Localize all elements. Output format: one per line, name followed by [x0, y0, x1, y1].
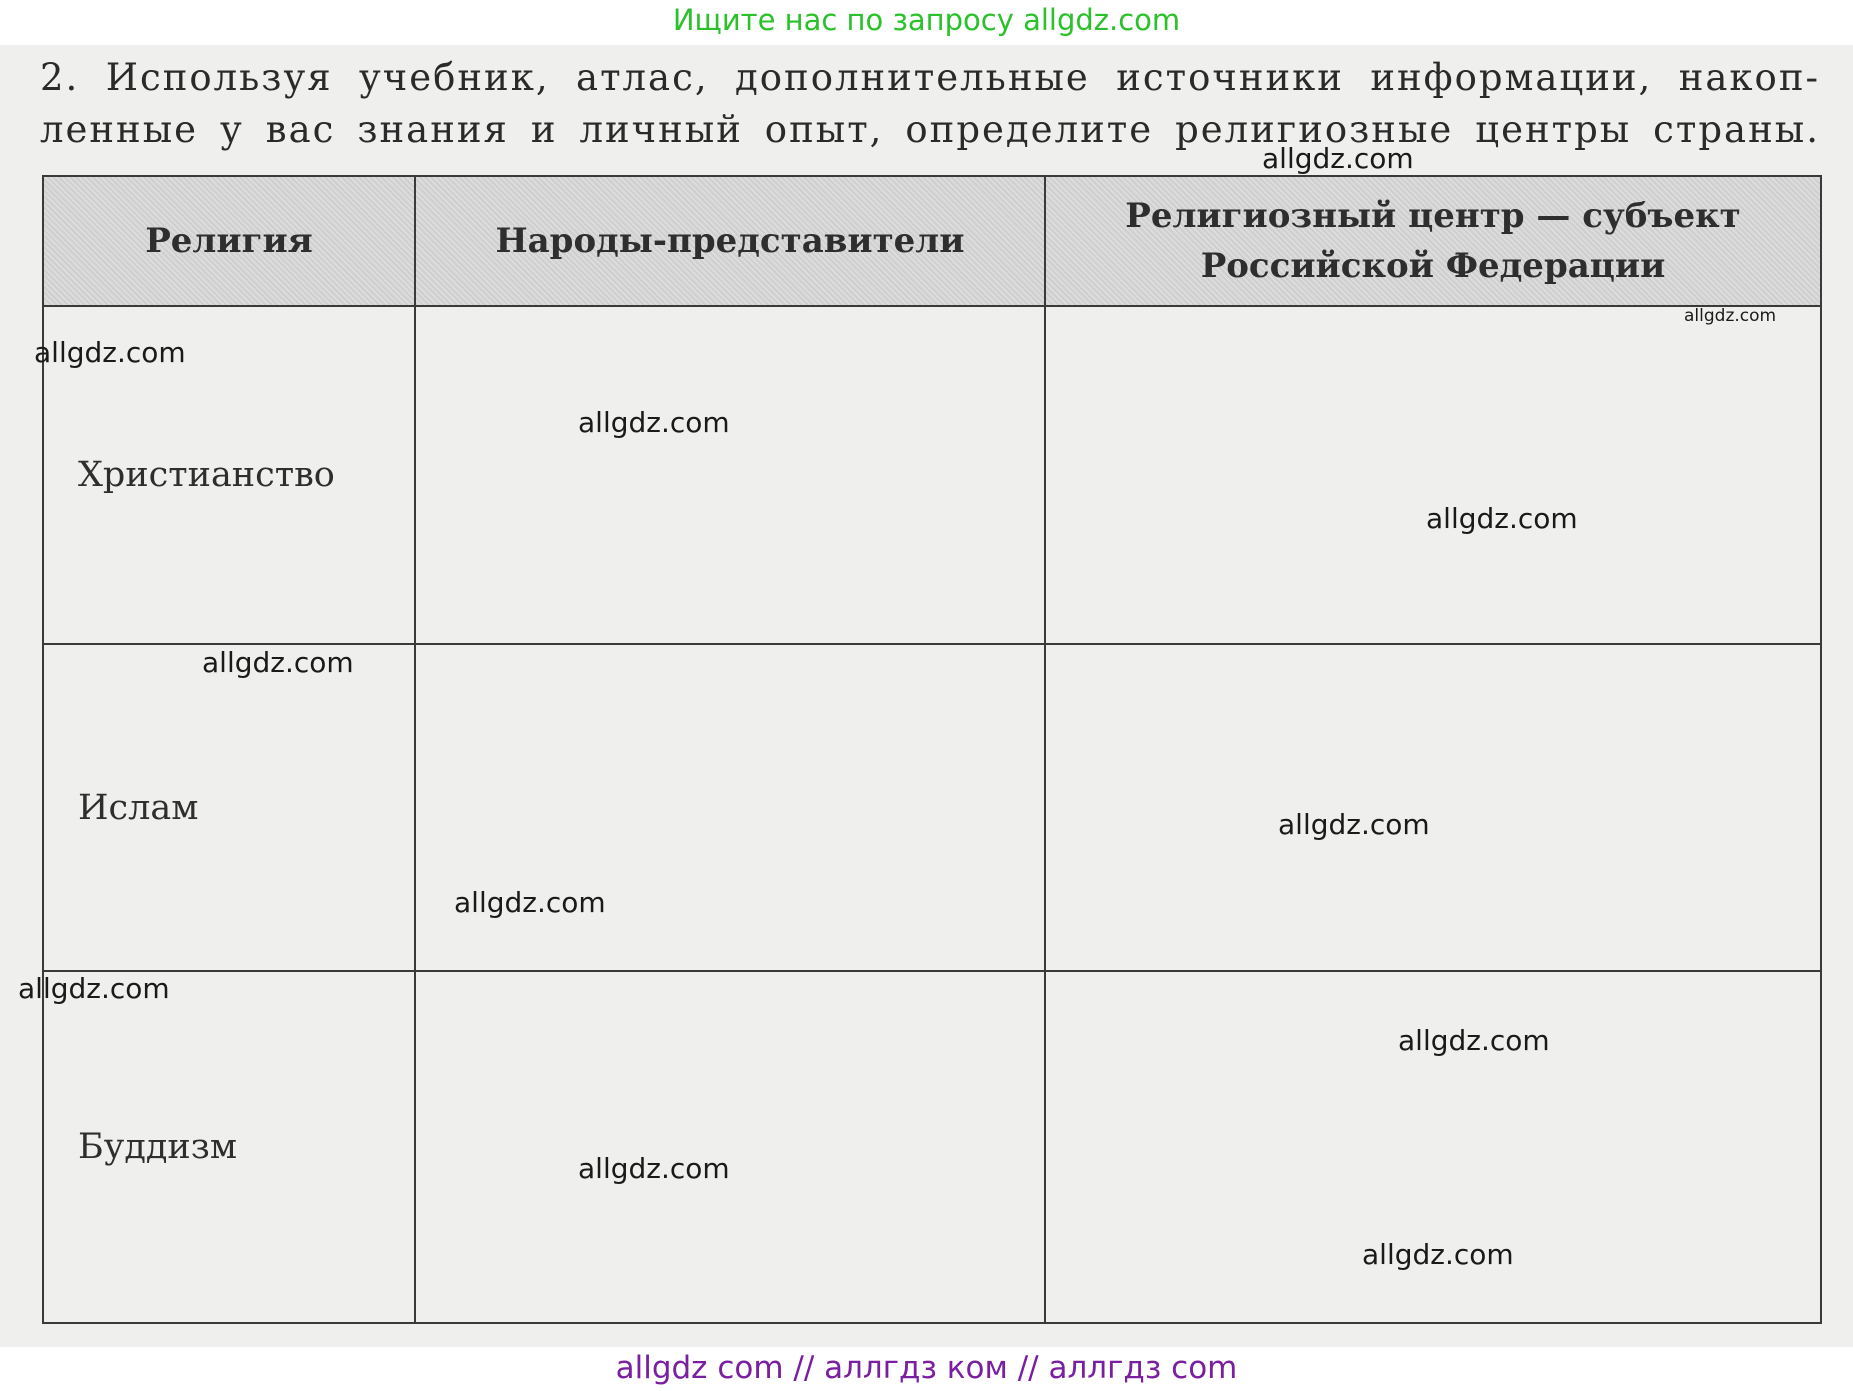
task-line-1: 2. Используя учебник, атлас, дополнительные источники информации, накоп-	[40, 56, 1820, 99]
watermark: allgdz.com	[1398, 1024, 1550, 1057]
peoples-cell[interactable]	[415, 306, 1045, 644]
religion-cell: Христианство	[43, 306, 415, 644]
watermark: allgdz.com	[1684, 306, 1777, 326]
bottom-banner[interactable]: allgdz com // аллгдз ком // аллгдз com	[0, 1347, 1853, 1391]
header-center: Религиозный центр — субъект Российской Федерации	[1045, 176, 1821, 306]
peoples-cell[interactable]	[415, 644, 1045, 971]
top-banner[interactable]: Ищите нас по запросу allgdz.com	[0, 0, 1853, 45]
watermark: allgdz.com	[1362, 1238, 1514, 1271]
religion-cell: Ислам	[43, 644, 415, 971]
table-row	[43, 644, 1821, 971]
watermark: allgdz.com	[202, 646, 354, 679]
peoples-cell[interactable]	[415, 971, 1045, 1323]
header-peoples: Народы-представители	[415, 176, 1045, 306]
task-text	[40, 52, 1820, 156]
watermark: allgdz.com	[578, 406, 730, 439]
watermark: allgdz.com	[454, 886, 606, 919]
watermark: allgdz.com	[1426, 502, 1578, 535]
watermark: allgdz.com	[18, 972, 170, 1005]
task-line-2: ленные у вас знания и личный опыт, определите религиозные центры страны.	[40, 108, 1820, 151]
table-row	[43, 306, 1821, 644]
center-cell[interactable]	[1045, 644, 1821, 971]
watermark: allgdz.com	[1262, 142, 1414, 175]
table-row	[43, 971, 1821, 1323]
watermark: allgdz.com	[34, 336, 186, 369]
religion-cell: Буддизм	[43, 971, 415, 1323]
watermark: allgdz.com	[578, 1152, 730, 1185]
table-header-row	[43, 176, 1821, 306]
religion-table	[42, 175, 1822, 1324]
center-cell[interactable]	[1045, 306, 1821, 644]
header-religion: Религия	[43, 176, 415, 306]
watermark: allgdz.com	[1278, 808, 1430, 841]
